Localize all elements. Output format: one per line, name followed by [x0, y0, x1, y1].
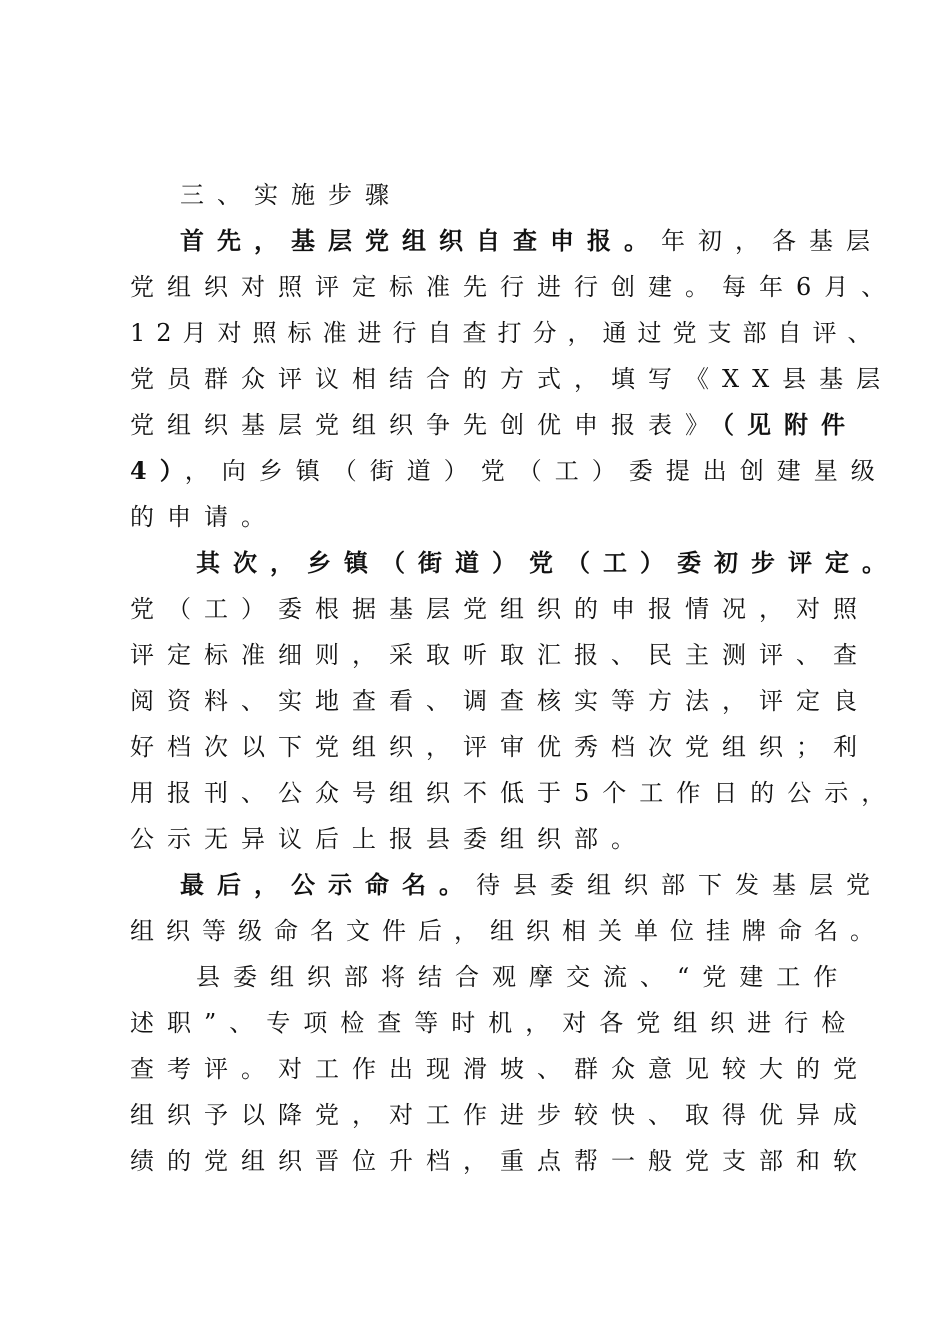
paragraph-line — [130, 1054, 870, 1084]
line-text: 党组织基层党组织争先创优申报表》 — [130, 411, 722, 439]
paragraph-line — [130, 1100, 870, 1130]
attachment-ref-bold: 4） — [130, 456, 185, 485]
paragraph-line — [130, 502, 278, 532]
paragraph-line — [130, 1008, 858, 1038]
line-text: 党（工）委根据基层党组织的申报情况，对照 — [130, 595, 870, 623]
line-text: 年初，各基层 — [661, 227, 883, 255]
paragraph-line — [130, 824, 648, 854]
paragraph-line — [130, 318, 883, 348]
line-text: 党员群众评议相结合的方式，填写《XX县基层 — [130, 365, 894, 393]
line-text: 公示无异议后上报县委组织部。 — [130, 825, 648, 853]
line-text: 阅资料、实地查看、调查核实等方法，评定良 — [130, 687, 870, 715]
paragraph-line — [130, 778, 898, 808]
lead-in-bold: 最后，公示命名。 — [180, 870, 476, 899]
attachment-ref-bold: （见附件 — [722, 410, 858, 439]
line-text: 组织等级命名文件后，组织相关单位挂牌命名。 — [130, 917, 886, 945]
section-heading — [180, 180, 402, 210]
line-text: 述职”、专项检查等时机，对各党组织进行检 — [130, 1009, 859, 1037]
paragraph-line — [180, 226, 883, 256]
paragraph-line — [130, 410, 858, 440]
line-text: 好档次以下党组织，评审优秀档次党组织；利 — [130, 733, 870, 761]
line-text: 查考评。对工作出现滑坡、群众意见较大的党 — [130, 1055, 870, 1083]
line-text: ，向乡镇（街道）党（工）委提出创建星级 — [184, 457, 888, 485]
paragraph-line — [130, 272, 898, 302]
paragraph-line — [130, 732, 870, 762]
paragraph-line — [130, 640, 870, 670]
paragraph-line — [130, 594, 870, 624]
paragraph-line — [130, 1146, 870, 1176]
paragraph-line — [196, 962, 850, 992]
line-text: 用报刊、公众号组织不低于5个工作日的公示， — [130, 779, 899, 807]
paragraph-line — [180, 870, 883, 900]
lead-in-bold: 其次，乡镇（街道）党（工）委初步评定。 — [196, 548, 899, 577]
paragraph-line — [130, 364, 893, 394]
line-text: 组织予以降党，对工作进步较快、取得优异成 — [130, 1101, 870, 1129]
line-text: 县委组织部将结合观摩交流、“党建工作 — [196, 963, 851, 991]
paragraph-line — [130, 456, 888, 486]
line-text: 12月对照标准进行自查打分，通过党支部自评、 — [130, 319, 883, 347]
paragraph-line — [130, 916, 886, 946]
line-text: 评定标准细则，采取听取汇报、民主测评、查 — [130, 641, 870, 669]
line-text: 的申请。 — [130, 503, 278, 531]
lead-in-bold: 首先，基层党组织自查申报。 — [180, 226, 661, 255]
line-text: 党组织对照评定标准先行进行创建。每年6月、 — [130, 273, 899, 301]
paragraph-line — [130, 686, 870, 716]
line-text: 待县委组织部下发基层党 — [476, 871, 883, 899]
line-text: 绩的党组织晋位升档，重点帮一般党支部和软 — [130, 1147, 870, 1175]
paragraph-line — [196, 548, 899, 578]
section-heading-text: 三、实施步骤 — [180, 181, 402, 209]
